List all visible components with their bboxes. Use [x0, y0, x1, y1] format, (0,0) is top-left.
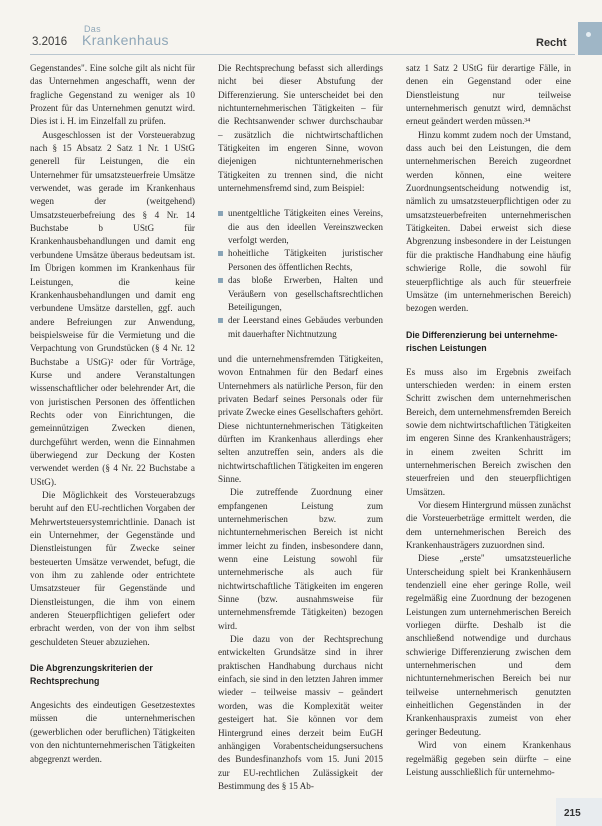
text-column-2	[218, 62, 383, 791]
issue-date: 3.2016	[32, 36, 68, 48]
paragraph: Hinzu kommt zudem noch der Umstand, dass auch bei den Leistungen, die dem unternehmerischen Bereich zugeordnet werden können, eine weitere Zuordnungsentscheidung notwendig ist, nämlich zu umsatzsteuerpflichtigen oder zu umsatzsteuerbefreiten unternehmerischen Tätigkeiten. Dabei erweist sich diese Abgrenzung insbesondere in der Leistungen für die praktische Handhabung eine häufig schwierige Rolle, die sowohl für steuerpflichtige als auch für steuerfreie Umsätze (im unternehmerischen Bereich) bezogen werden.	[406, 129, 571, 314]
paragraph: Die Möglichkeit des Vorsteuerabzugs beruht auf den EU-rechtlichen Vorgaben der Mehrwertsteuersystemrichtlinie. Danach ist ein Unternehmer, der Gegenstände und Dienstleistungen für Zwecke seiner besteuerten Umsätze verwendet, befugt, die von ihm zu zahlende oder entrichtete Umsatzsteuer für Gegenstände und Dienstleistungen, die ihm von einem anderen Steuerpflichtigen geliefert oder erbracht werden, von der von ihm selbst geschuldeten Steuer abzuziehen.	[30, 490, 195, 647]
paragraph: Die Rechtsprechung befasst sich allerdings nicht bei dieser Abstufung der Differenzierung. Sie unterscheidet bei den nichtunternehmerischen Tätigkeiten – für die Rechtsanwender schwer durchschaubar – zusätzlich die nichtwirtschaftlichen Tätigkeiten im engeren Sinne, wovon diejenigen nichtunternehmerischen Tätigkeiten zu trennen sind, die nicht unternehmensfremd sind, zum Beispiel:	[218, 63, 383, 194]
paragraph: Angesichts des eindeutigen Gesetzestextes müssen die unternehmerischen (gewerblichen oder beruflichen) Tätigkeiten von den nichtunternehmerischen Tätigkeiten abgegrenzt werden.	[30, 700, 195, 764]
heading-line: Die Differenzierung bei unternehme-	[406, 329, 558, 340]
section-tab-marker	[578, 22, 602, 55]
paragraph: Es muss also im Ergebnis zweifach unterschieden werden: in einem ersten Schritt zwischen dem unternehmerischen Bereich, dem unternehmensfremden Bereich sowie dem nichtwirtschaftlichen Tätigkeiten im engeren Sinne des Krankenhausträgers; in einem zweiten Schritt im unternehmerischen Bereich zwischen den steuerfreien und den steuerpflichtigen Umsätzen.	[406, 366, 571, 497]
paragraph: Wird von einem Krankenhaus regelmäßig gegeben sein dürfte – eine Leistung ausschließlich für unternehmo-	[406, 740, 571, 777]
section-heading	[30, 662, 195, 688]
paragraph: Ausgeschlossen ist der Vorsteuerabzug nach § 15 Absatz 2 Satz 1 Nr. 1 UStG generell für Leistungen, die ein Unternehmer für umsatzsteuerfreie Umsätze verwendet, was gerade im Krankenhaus wegen der (weitgehend) Umsatzsteuerbefreiung des § 4 Nr. 14 Buchstabe b UStG für Krankenhausbehandlungen und damit eng verbundene Umsätze überaus bedeutsam ist. Im Übrigen kommen im Krankenhaus für Leistungen, die keine Krankenhausbehandlungen und damit eng verbundene Umsätze darstellen, ggf. auch andere Befreiungen zur Anwendung, beispielsweise für die Vermietung und die Verpachtung von Grundstücken (§ 4 Nr. 12 Buchstabe a UStG)² oder für Vorträge, Kurse und andere Veranstaltungen wissenschaftlicher oder belehrender Art, die von juristischen Personen des öffentlichen Rechts oder von Einrichtungen, die gemeinnützigen Zwecken dienen, durchgeführt werden, wenn die Einnahmen überwiegend zur Deckung der Kosten verwendet werden (§ 4 Nr. 22 Buchstabe a UStG).	[30, 129, 195, 487]
list-item: der Leerstand eines Gebäudes verbunden mit dauerhafter Nichtnutzung	[218, 314, 383, 341]
text-column-3	[406, 62, 571, 788]
list-item: hoheitliche Tätigkeiten juristischer Personen des öffentlichen Rechts,	[218, 247, 383, 274]
paragraph: und die unternehmensfremden Tätigkeiten, wovon Entnahmen für den Bedarf eines Unternehmers als natürliche Person, für den privaten Bedarf seines Personals oder für private Zwecke eines Gesellschafters gehört. Diese nichtunternehmerischen Tätigkeiten dürften im Krankenhaus allerdings eher selten anzutreffen sein, anders als die nichtwirtschaftlichen Tätigkeiten im engeren Sinne.	[218, 353, 383, 484]
page-header	[0, 0, 602, 60]
heading-line: Rechtsprechung	[30, 676, 100, 687]
page-number: 215	[564, 808, 581, 819]
text-column-1	[30, 62, 195, 788]
list-item: das bloße Erwerben, Halten und Veräußern von gesellschaftsrechtlichen Beteiligungen,	[218, 274, 383, 314]
heading-line: rischen Leistungen	[406, 342, 487, 353]
bullet-list	[218, 207, 383, 340]
header-rule	[30, 54, 575, 55]
list-item: unentgeltliche Tätigkeiten eines Vereins, die aus den ideellen Vereinszwecken verfolgt werden,	[218, 207, 383, 247]
paragraph: Vor diesem Hintergrund müssen zunächst die Vorsteuerbeträge ermittelt werden, die dem unternehmerischen Bereich des Krankenhausträgers zuzuordnen sind.	[406, 499, 571, 550]
heading-line: Die Abgrenzungskriterien der	[30, 663, 153, 674]
section-heading	[406, 329, 571, 355]
paragraph: Gegenstandes". Eine solche gilt als nicht für das Unternehmen angeschafft, wenn der fragliche Gegenstand zu weniger als 10 Prozent für das Unternehmen genutzt wird. Dies ist i. H. im Einzelfall zu prüfen.	[30, 63, 195, 127]
paragraph: Die zutreffende Zuordnung einer empfangenen Leistung zum unternehmerischen bzw. zum nichtunternehmerischen Bereich ist nicht immer leicht zu finden, insbesondere dann, wenn eine Leistung sowohl für unternehmerische als auch für nichtwirtschaftliche Tätigkeiten im engeren Sinne (bzw. ausnahmsweise für unternehmensfremde Tätigkeiten) bezogen wird.	[218, 487, 383, 631]
paragraph: Diese „erste" umsatzsteuerliche Unterscheidung spielt bei Krankenhäusern tendenziell eine eher geringe Rolle, weil regelmäßig eine Zuordnung der bezogenen Leistungen zum unternehmerischen Bereich vorliegen dürfte. Deshalb ist die anschließend notwendige und durchaus schwierige Differenzierung zwischen dem unternehmerischen und dem nichtunternehmerischen Bereich bei nur teilweise unternehmerisch genutzten einheitlichen Gegenständen in der Krankenhauspraxis zumeist von eher geringer Bedeutung.	[406, 553, 571, 737]
magazine-logo: Krankenhaus	[82, 32, 169, 48]
paragraph: Die dazu von der Rechtsprechung entwickelten Grundsätze sind in ihrer praktischen Handhabung durchaus nicht einfach, sie sind in den letzten Jahren immer wieder – teilweise massiv – geändert worden, was die Komplexität weiter gesteigert hat. Sie können vor dem Hintergrund eines derzeit beim EuGH anhängigen Vorabentscheidungsersuchens des Bundesfinanzhofs vom 15. Juni 2015 zur EU-rechtlichen Zulässigkeit der Bestimmung des § 15 Ab-	[218, 634, 383, 791]
paragraph: satz 1 Satz 2 UStG für derartige Fälle, in denen ein Gegenstand oder eine Dienstleistung nur teilweise unternehmerisch genutzt wird, demnächst erneut geändert werden müssen.³⁴	[406, 63, 571, 127]
tab-dot-icon	[586, 32, 591, 37]
section-label: Recht	[536, 37, 567, 49]
magazine-logo-article: Das	[84, 24, 101, 34]
